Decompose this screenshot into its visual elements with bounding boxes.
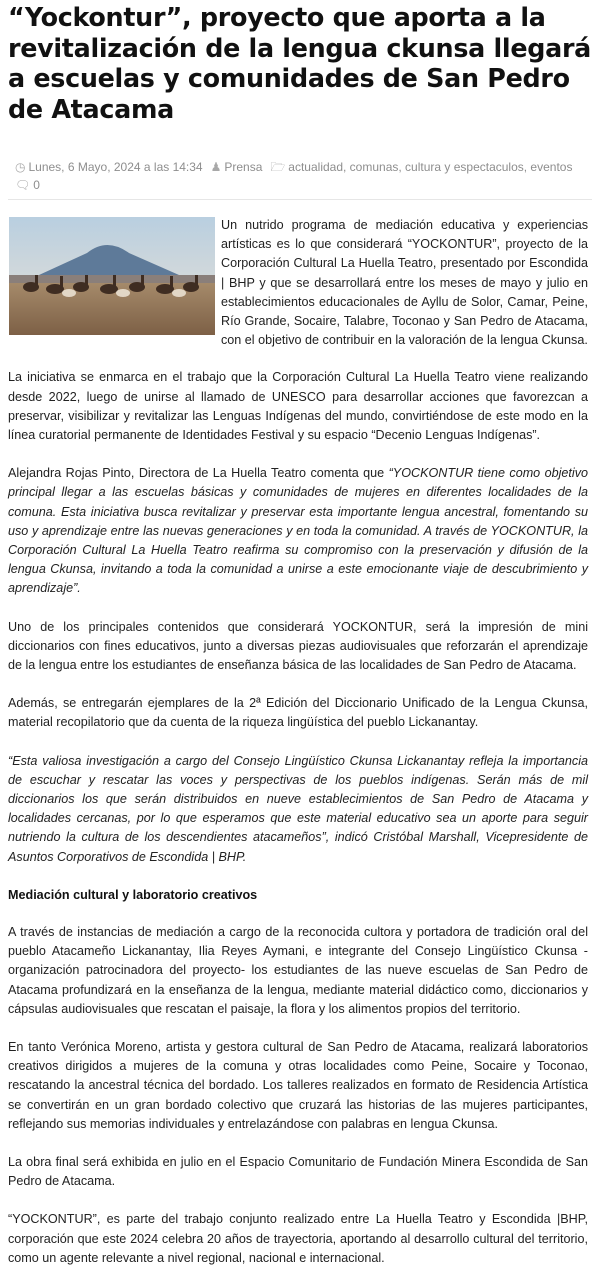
paragraph-4: Uno de los principales contenidos que considerará YOCKONTUR, será la impresión de mini diccionarios con fines educativos, junto a diversas piezas audiovisuales que reforzarán el aprendizaje de la lengua entre los estudiantes de enseñanza básica de las localidades de San Pedro de Atacama. [8,619,588,673]
folder-icon: 🗁 [270,160,286,174]
article-image [9,217,215,335]
user-icon: ♟ [210,160,222,174]
paragraph-1: Un nutrido programa de mediación educativa y experiencias artísticas es lo que considerará “YOCKONTUR”, proyecto de la Corporación Cultural La Huella Teatro, presentado por Escondida | BHP y que se desarrollará entre los meses de mayo y julio en establecimientos educacionales de Ayllu de Solor, Camar, Peine, Río Grande, Socaire, Talabre, Toconao y San Pedro de Atacama, con el objetivo de contribuir en la valoración de la lengua Ckunsa. [221,218,588,348]
article-body [8,216,588,1287]
comment-count[interactable]: 0 [33,178,40,192]
post-meta-line [15,158,591,176]
article-title: “Yockontur”, proyecto que aporta a la revitalización de la lengua ckunsa llegará a escuelas y comunidades de San Pedro de Atacama [8,2,592,125]
post-comments[interactable] [15,176,591,194]
paragraph-6 [8,752,588,867]
paragraph-10: “YOCKONTUR”, es parte del trabajo conjunto realizado entre La Huella Teatro y Escondida |BHP, corporación que este 2024 celebra 20 años de trayectoria, aportando al desarrollo cultural del territorio, como un agente relevante a nivel regional, nacional e internacional. [8,1212,588,1265]
paragraph-3 [8,464,588,598]
paragraph-7: A través de instancias de mediación a cargo de la reconocida cultora y portadora de tradición oral del pueblo Atacameño Lickanantay, Ilia Reyes Aymani, e integrante del Consejo Lingüístico Ckunsa - organización patrocinadora del proyecto- los estudiantes de las nueve escuelas de San Pedro de Atacama profundizará en la enseñanza de la lengua, mediante material didáctico como, diccionarios y cápsulas audiovisuales que rescatan el paisaje, la flora y los alimentos propios del territorio. [8,924,588,1016]
paragraph-8: En tanto Verónica Moreno, artista y gestora cultural de San Pedro de Atacama, realizará laboratorios creativos dirigidos a mujeres de la comuna y otras localidades como Peine, Socaire y Toconao, rescatando la ancestral técnica del bordado. Los talleres realizados en formato de Residencia Artística se convertirán en un gran bordado colectivo que cruzará las historias de las mujeres participantes, reflejando sus memorias individuales y entrelazándose con palabras en lengua Ckunsa. [8,1039,588,1131]
paragraph-9: La obra final será exhibida en julio en el Espacio Comunitario de Fundación Minera Escondida de San Pedro de Atacama. [8,1154,588,1189]
paragraph-5: Además, se entregarán ejemplares de la 2ª Edición del Diccionario Unificado de la Lengua Ckunsa, material recopilatorio que da cuenta de la riqueza lingüística del pueblo Lickanantay. [8,696,588,730]
comment-icon: 🗨 [15,178,31,192]
paragraph-2: La iniciativa se enmarca en el trabajo que la Corporación Cultural La Huella Teatro viene realizando desde 2022, luego de unirse al llamado de UNESCO para desarrollar acciones que favorezcan a preservar, visibilizar y revitalizar las Lenguas Indígenas del mundo, convirtiéndose de este modo en la línea curatorial permanente de Identidades Festival y su espacio “Decenio Lenguas Indígenas”. [8,370,588,443]
paragraph-3-quote: “YOCKONTUR tiene como objetivo principal llegar a las escuelas básicas y comunidades de mujeres en diferentes localidades de la comuna. Esta iniciativa busca revitalizar y preservar esta importante lengua ancestral, fomentando su uso y aprendizaje entre las nuevas generaciones y en toda la comunidad. A través de YOCKONTUR, la Corporación Cultural La Huella Teatro reafirma su compromiso con la preservación y difusión de la lengua Ckunsa, invitando a toda la comunidad a unirse a este emocionante viaje de descubrimiento y aprendizaje”. [8,466,589,596]
paragraph-6-quote: “Esta valiosa investigación a cargo del Consejo Lingüístico Ckunsa Lickanantay refleja la importancia de escuchar y rescatar las voces y perspectivas de los pueblos indígenas. Serán más de mil diccionarios los que serán distribuidos en nueve establecimientos de San Pedro de Atacama y localidades cercanas, por lo que esperamos que este material educativo sea un aporte para seguir nutriendo la cultura de los descendientes atacameños”, indicó Cristóbal Marshall, Vicepresidente de Asuntos Corporativos de Escondida | BHP. [8,753,588,864]
post-categories[interactable]: actualidad, comunas, cultura y espectaculos, eventos [288,160,573,174]
post-meta [15,158,591,194]
post-date: Lunes, 6 Mayo, 2024 a las 14:34 [28,160,203,174]
meta-divider [8,199,592,200]
clock-icon: ◷ [15,160,26,174]
llama-herd-volcano-photo [9,217,215,335]
paragraph-3-intro: Alejandra Rojas Pinto, Directora de La Huella Teatro comenta que [8,466,389,481]
post-author[interactable]: Prensa [224,160,263,174]
section-heading: Mediación cultural y laboratorio creativos [8,887,258,902]
